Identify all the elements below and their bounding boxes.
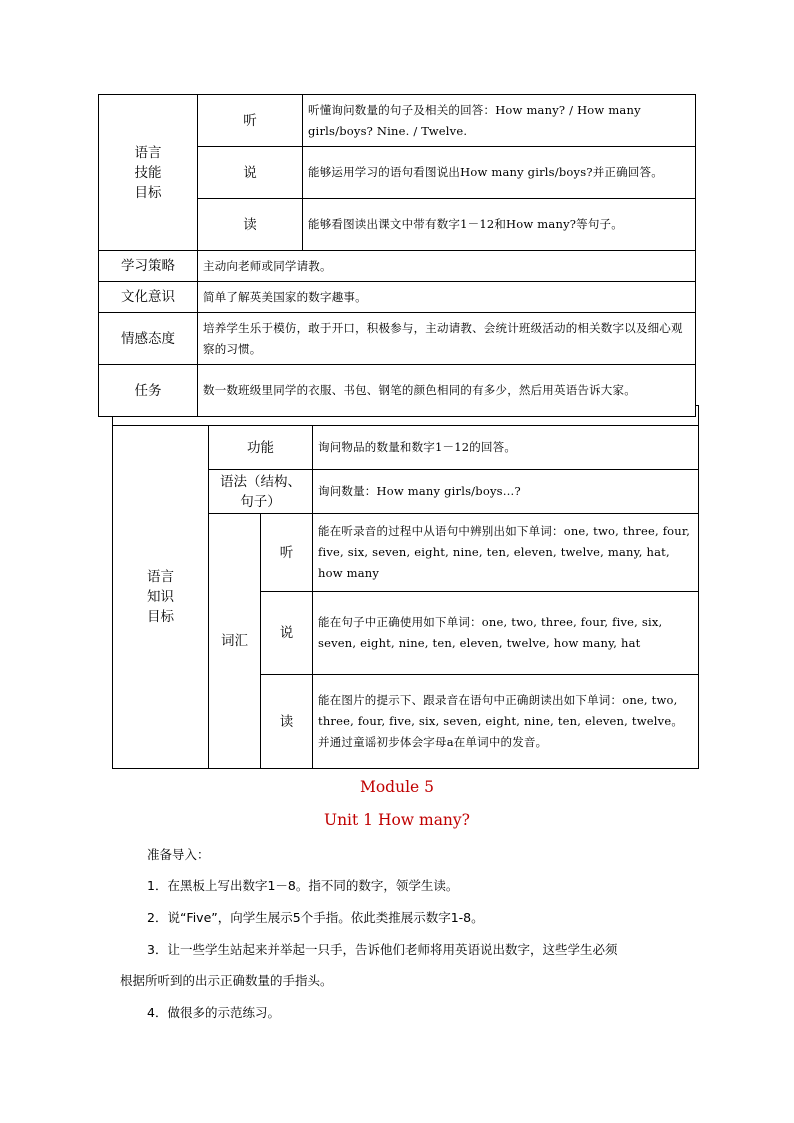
vocab-speak-label: 说 <box>261 592 313 675</box>
emotion-label: 情感态度 <box>99 313 198 365</box>
prep-step-4: 4．做很多的示范练习。 <box>147 1005 280 1020</box>
task-text: 数一数班级里同学的衣服、书包、钢笔的颜色相同的有多少，然后用英语告诉大家。 <box>198 365 696 417</box>
grammar-text: 询问数量：How many girls/boys…? <box>313 470 699 514</box>
prep-step-3: 3．让一些学生站起来并举起一只手，告诉他们老师将用英语说出数字，这些学生必须 <box>147 942 618 957</box>
lang-knowledge-header: 语言 知识 目标 <box>113 426 209 769</box>
speak-text: 能够运用学习的语句看图说出How many girls/boys?并正确回答。 <box>303 147 696 199</box>
task-label: 任务 <box>99 365 198 417</box>
function-text: 询问物品的数量和数字1－12的回答。 <box>313 426 699 470</box>
function-label: 功能 <box>209 426 313 470</box>
prep-step-3-continued: 根据所听到的出示正确数量的手指头。 <box>120 973 333 988</box>
vocab-label: 词汇 <box>209 514 261 769</box>
strategy-label: 学习策略 <box>99 251 198 282</box>
strategy-text: 主动向老师或同学请教。 <box>198 251 696 282</box>
culture-label: 文化意识 <box>99 282 198 313</box>
vocab-read-text: 能在图片的提示下、跟录音在语句中正确朗读出如下单词：one, two, three, four, five, six, seven, eight, nine, ten, eleven, twelve。并通过童谣初步体会字母a在单词中的发音。 <box>313 675 699 769</box>
listen-text: 听懂询问数量的句子及相关的回答：How many? / How many girls/boys? Nine. / Twelve. <box>303 95 696 147</box>
vocab-listen-text: 能在听录音的过程中从语句中辨别出如下单词：one, two, three, four, five, six, seven, eight, nine, ten, eleven, twelve, many, hat, how many <box>313 514 699 592</box>
lang-skill-header: 语言 技能 目标 <box>99 95 198 251</box>
grammar-label: 语法（结构、句子） <box>209 470 313 514</box>
vocab-listen-label: 听 <box>261 514 313 592</box>
speak-label: 说 <box>198 147 303 199</box>
module-heading: Module 5 <box>359 778 435 796</box>
prep-title: 准备导入： <box>147 847 210 862</box>
skills-objectives-table <box>98 94 696 417</box>
emotion-text: 培养学生乐于模仿，敢于开口，积极参与，主动请教、会统计班级活动的相关数字以及细心观察的习惯。 <box>198 313 696 365</box>
prep-step-2: 2．说“Five”，向学生展示5个手指。依此类推展示数字1-8。 <box>147 910 484 925</box>
vocab-read-label: 读 <box>261 675 313 769</box>
knowledge-objectives-table <box>112 405 699 769</box>
vocab-speak-text: 能在句子中正确使用如下单词：one, two, three, four, five, six, seven, eight, nine, ten, eleven, twelve, how many, hat <box>313 592 699 675</box>
unit-heading: Unit 1 How many? <box>324 811 470 829</box>
read-text: 能够看图读出课文中带有数字1－12和How many?等句子。 <box>303 199 696 251</box>
listen-label: 听 <box>198 95 303 147</box>
culture-text: 简单了解英美国家的数字趣事。 <box>198 282 696 313</box>
read-label: 读 <box>198 199 303 251</box>
prep-step-1: 1．在黑板上写出数字1－8。指不同的数字，领学生读。 <box>147 878 459 893</box>
